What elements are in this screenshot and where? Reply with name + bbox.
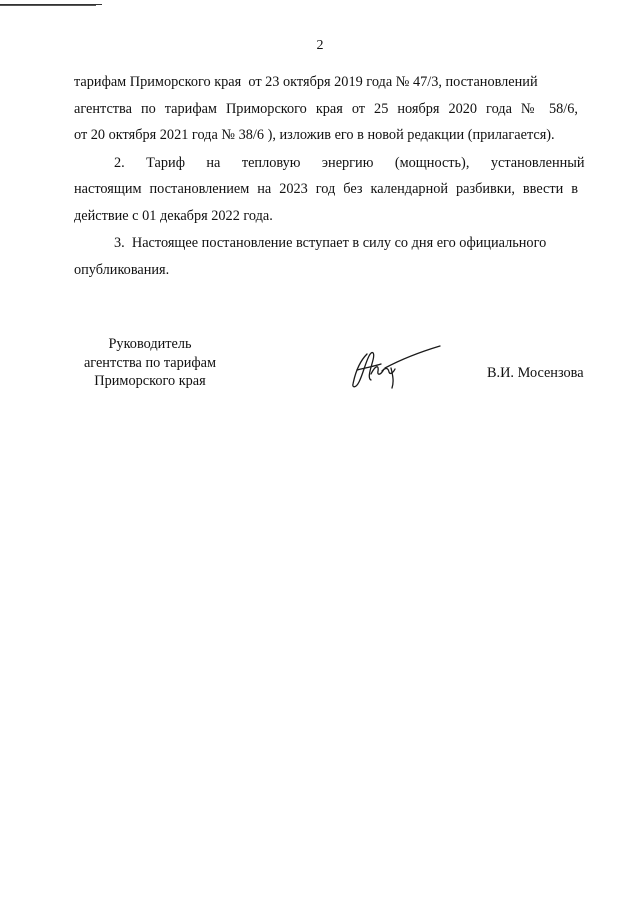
- page-number: 2: [316, 38, 324, 53]
- paragraph-1-line-3: от 20 октября 2021 года № 38/6 ), изложив его в новой редакции (прилагается).: [74, 127, 555, 143]
- handwritten-signature-icon: [345, 338, 445, 394]
- signatory-title-line-2: агентства по тарифам: [83, 354, 217, 371]
- document-body: [74, 69, 585, 283]
- paragraph-2-line-3: действие с 01 декабря 2022 года.: [74, 207, 273, 224]
- signatory-name: В.И. Мосензова: [487, 365, 584, 381]
- signatory-title-line-1: Руководитель: [108, 336, 192, 352]
- paragraph-3-line-1: 3. Настоящее постановление вступает в силу со дня его официального: [114, 235, 547, 251]
- top-edge-rule: [0, 0, 102, 5]
- signatory-title-line-3: Приморского края: [94, 373, 206, 389]
- paragraph-1-line-1: тарифам Приморского края от 23 октября 2019 года № 47/3, постановлений: [74, 74, 538, 90]
- paragraph-3-line-2: опубликования.: [74, 261, 170, 278]
- paragraph-2-line-2: настоящим постановлением на 2023 год без календарной разбивки, ввести в: [74, 181, 578, 197]
- signatory-title: [66, 335, 234, 391]
- paragraph-2-line-1: 2. Тариф на тепловую энергию (мощность), установленный: [114, 154, 585, 171]
- paragraph-1-line-2: агентства по тарифам Приморского края от 25 ноября 2020 года № 58/6,: [74, 100, 578, 117]
